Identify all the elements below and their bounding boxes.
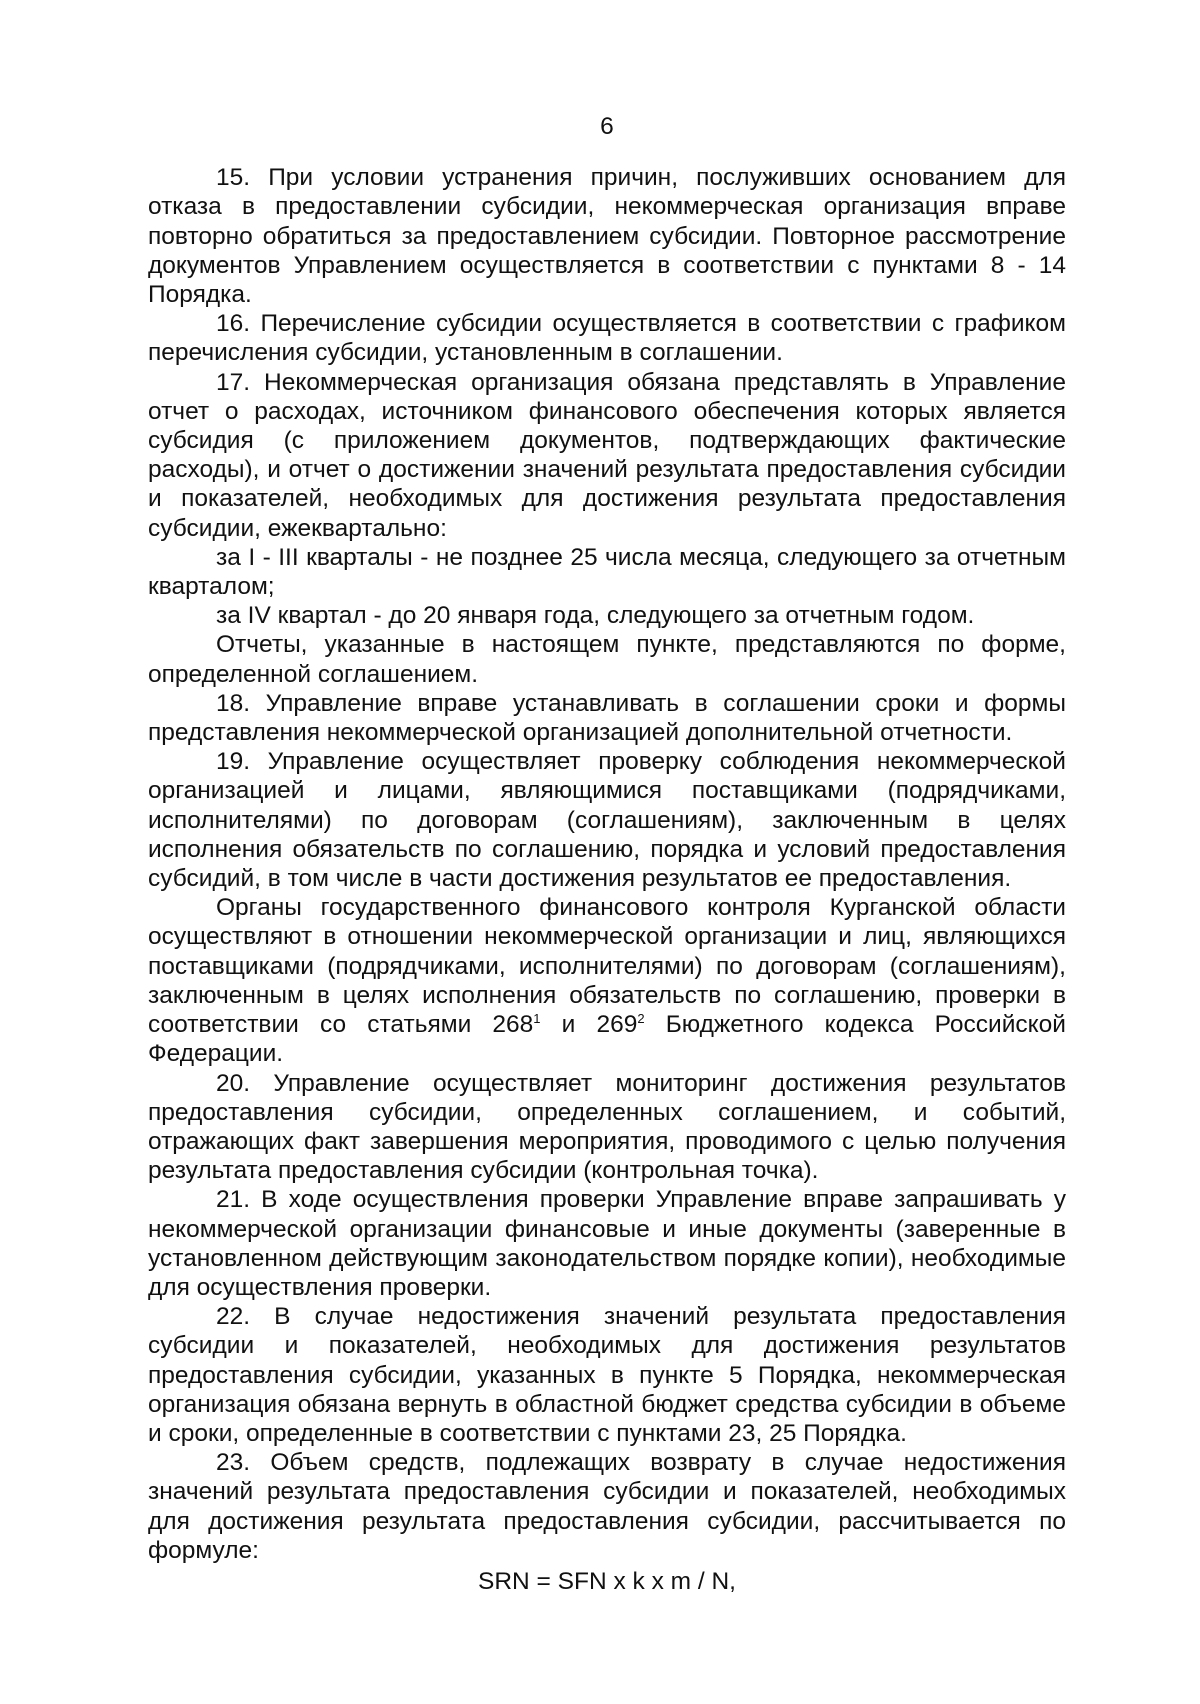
paragraph-17-quarter-4: за IV квартал - до 20 января года, следующего за отчетным годом. xyxy=(216,602,975,630)
paragraph-20: 20. Управление осуществляет мониторинг достижения результатов предоставления субсидии, определенных соглашением, и событий, отражающих факт завершения мероприятия, проводимого с целью получения результата предоставления субсидии (контрольная точка). xyxy=(148,1069,1066,1185)
paragraph-19b-mid: и 269 xyxy=(540,1011,638,1039)
paragraph-21: 21. В ходе осуществления проверки Управление вправе запрашивать у некоммерческой организации финансовые и иные документы (заверенные в установленном действующим законодательством порядке копии), необходимые для осуществления проверки. xyxy=(148,1186,1066,1301)
paragraph-18: 18. Управление вправе устанавливать в соглашении сроки и формы представления некоммерческой организацией дополнительной отчетности. xyxy=(148,689,1066,747)
formula: SRN = SFN x k x m / N, xyxy=(478,1567,736,1595)
paragraph-15: 15. При условии устранения причин, послуживших основанием для отказа в предоставлении субсидии, некоммерческая организация вправе повторно обратиться за предоставлением субсидии. Повторное рассмотрение документов Управлением осуществляется в соответствии с пунктами 8 - 14 Порядка. xyxy=(148,164,1066,309)
paragraph-19: 19. Управление осуществляет проверку соблюдения некоммерческой организацией и лицами, являющимися поставщиками (подрядчиками, исполнителями) по договорам (соглашениям), заключенным в целях исполнения обязательств по соглашению, порядка и условий предоставления субсидий, в том числе в части достижения результатов ее предоставления. xyxy=(148,748,1066,893)
superscript-2: 2 xyxy=(637,1010,645,1026)
paragraph-22: 22. В случае недостижения значений результата предоставления субсидии и показателей, необходимых для достижения результатов предоставления субсидии, указанных в пункте 5 Порядка, некоммерческая организация обязана вернуть в областной бюджет средства субсидии в объеме и сроки, определенные в соответствии с пунктами 23, 25 Порядка. xyxy=(148,1303,1066,1447)
page-number: 6 xyxy=(600,113,614,140)
paragraph-17: 17. Некоммерческая организация обязана представлять в Управление отчет о расходах, источником финансового обеспечения которых является субсидия (с приложением документов, подтверждающих фактические расходы), и отчет о достижении значений результата предоставления субсидии и показателей, необходимых для достижения результата предоставления субсидии, ежеквартально: xyxy=(148,368,1066,542)
paragraph-16: 16. Перечисление субсидии осуществляется в соответствии с графиком перечисления субсидии, установленным в соглашении. xyxy=(148,310,1066,367)
paragraph-19b-end: Бюджетного кодекса Российской Федерации. xyxy=(148,1011,1066,1068)
superscript-1: 1 xyxy=(533,1010,541,1026)
paragraph-19b-start: Органы государственного финансового контроля Курганской области осуществляют в отношении некоммерческой организации и лиц, являющихся поставщиками (подрядчиками, исполнителями) по договорам (соглашениям), заключенным в целях исполнения обязательств по соглашению, проверки в соответствии со статьями 268 xyxy=(148,894,1066,1039)
paragraph-17-quarters-1-3: за I - III кварталы - не позднее 25 числа месяца, следующего за отчетным кварталом; xyxy=(148,543,1066,601)
paragraph-17-report-form: Отчеты, указанные в настоящем пункте, представляются по форме, определенной соглашением. xyxy=(148,631,1066,688)
paragraph-23: 23. Объем средств, подлежащих возврату в случае недостижения значений результата предоставления субсидии и показателей, необходимых для достижения результата предоставления субсидии, рассчитывается по формуле: xyxy=(148,1449,1066,1564)
paragraph-19-control-bodies xyxy=(148,893,1066,1068)
